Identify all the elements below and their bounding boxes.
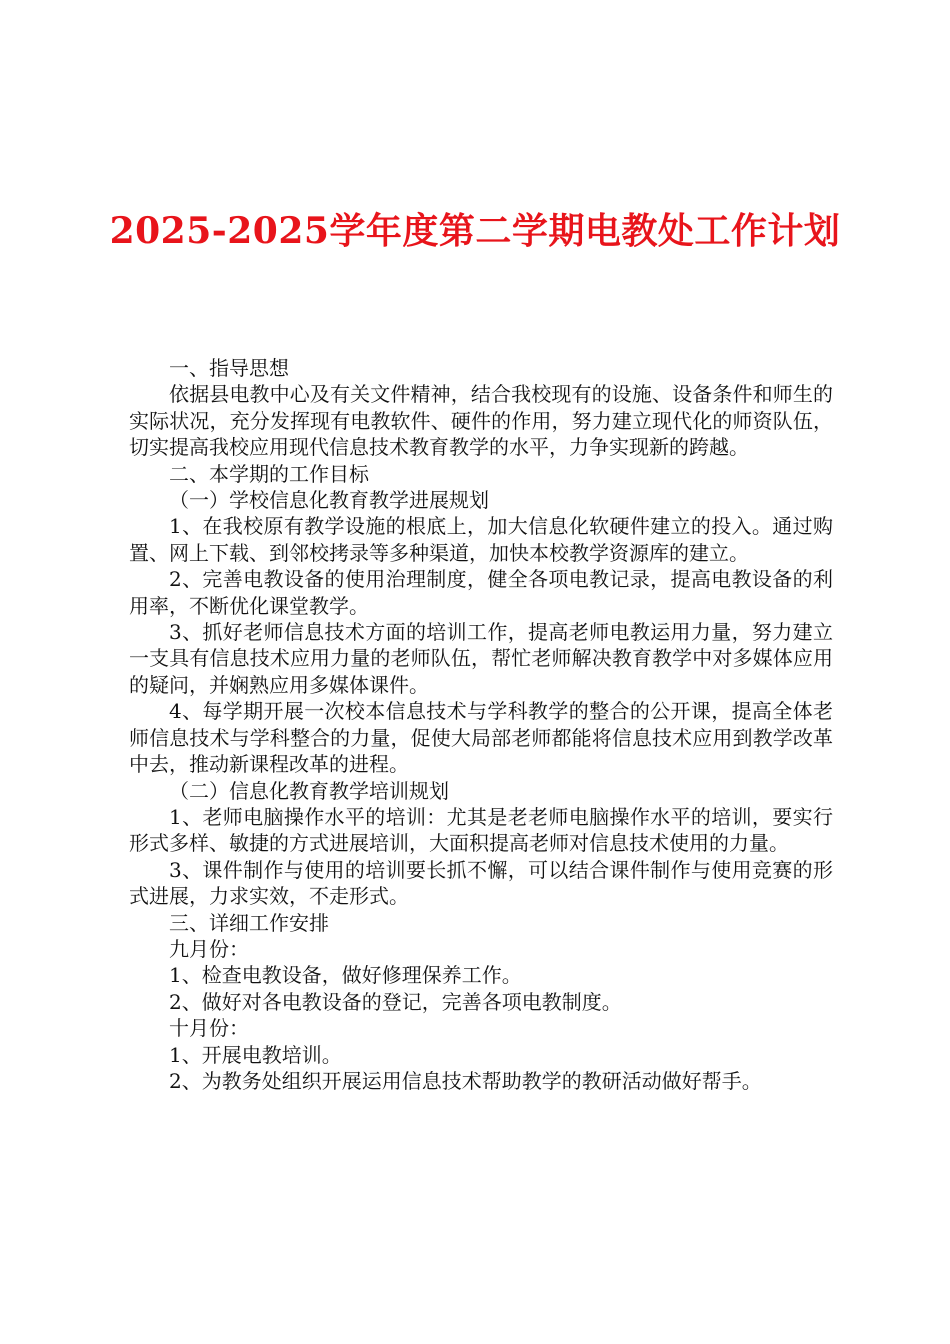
- list-item: 3、课件制作与使用的培训要长抓不懈，可以结合课件制作与使用竞赛的形式进展，力求实效，不走形式。: [129, 857, 833, 909]
- list-item: 4、每学期开展一次校本信息技术与学科教学的整合的公开课，提高全体老师信息技术与学科整合的力量，促使大局部老师都能将信息技术应用到教学改革中去，推动新课程改革的进程。: [129, 699, 833, 777]
- list-item: 2、做好对各电教设备的登记，完善各项电教制度。: [169, 989, 622, 1014]
- list-item: 1、在我校原有教学设施的根底上，加大信息化软硬件建立的投入。通过购置、网上下载、到邻校拷录等多种渠道，加快本校教学资源库的建立。: [129, 514, 833, 565]
- month-heading-september: 九月份：: [169, 936, 249, 961]
- list-item: 2、为教务处组织开展运用信息技术帮助教学的教研活动做好帮手。: [169, 1068, 762, 1093]
- section-heading-guiding-ideology: 一、指导思想: [169, 356, 289, 380]
- document-title: 2025-2025学年度第二学期电教处工作计划: [109, 210, 841, 252]
- list-item: 1、检查电教设备，做好修理保养工作。: [169, 963, 522, 988]
- section-heading-work-schedule: 三、详细工作安排: [169, 910, 329, 935]
- list-item: 1、开展电教培训。: [169, 1042, 342, 1067]
- paragraph: 依据县电教中心及有关文件精神，结合我校现有的设施、设备条件和师生的实际状况，充分发挥现有电教软件、硬件的作用，努力建立现代化的师资队伍，切实提高我校应用现代信息技术教育教学的水平，力争实现新的跨越。: [129, 382, 833, 460]
- list-item: 1、老师电脑操作水平的培训：尤其是老老师电脑操作水平的培训，要实行形式多样、敏捷的方式进展培训，大面积提高老师对信息技术使用的力量。: [129, 804, 833, 856]
- month-heading-october: 十月份：: [169, 1016, 249, 1041]
- subsection-heading-development-plan: （一）学校信息化教育教学进展规划: [169, 488, 489, 513]
- subsection-heading-training-plan: （二）信息化教育教学培训规划: [169, 778, 449, 803]
- section-heading-semester-goals: 二、本学期的工作目标: [169, 461, 369, 486]
- list-item: 3、抓好老师信息技术方面的培训工作，提高老师电教运用力量，努力建立一支具有信息技术应用力量的老师队伍，帮忙老师解决教育教学中对多媒体应用的疑问，并娴熟应用多媒体课件。: [129, 620, 833, 697]
- list-item: 2、完善电教设备的使用治理制度，健全各项电教记录，提高电教设备的利用率，不断优化课堂教学。: [129, 567, 833, 618]
- document-body: [129, 355, 833, 1094]
